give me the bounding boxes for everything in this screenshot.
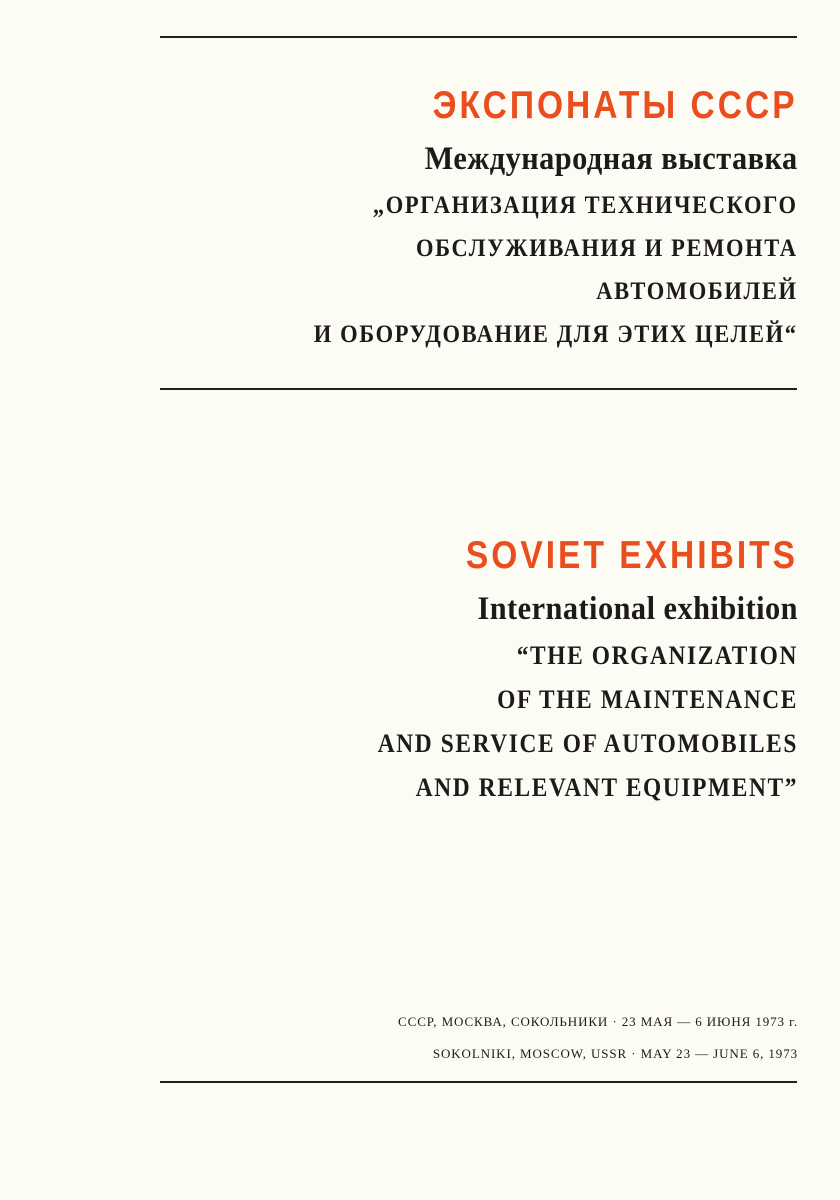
bottom-divider — [160, 1081, 797, 1083]
russian-title-block — [260, 78, 798, 356]
english-title-line: AND SERVICE OF AUTOMOBILES — [377, 729, 798, 758]
russian-subheadline: Международная выставка — [425, 141, 798, 177]
russian-title-line: АВТОМОБИЛЕЙ — [596, 278, 798, 305]
english-place-and-dates: SOKOLNIKI, MOSCOW, USSR · MAY 23 — JUNE 6, 1973 — [432, 1046, 798, 1061]
russian-place-and-dates: СССР, МОСКВА, СОКОЛЬНИКИ · 23 МАЯ — 6 ИЮНЯ 1973 г. — [398, 1014, 798, 1029]
russian-title-line: И ОБОРУДОВАНИЕ ДЛЯ ЭТИХ ЦЕЛЕЙ“ — [314, 321, 798, 348]
russian-headline: ЭКСПОНАТЫ СССР — [433, 84, 798, 127]
english-title-line: “THE ORGANIZATION — [516, 641, 798, 670]
middle-divider — [160, 388, 797, 390]
english-headline: SOVIET EXHIBITS — [465, 534, 798, 577]
top-divider — [160, 36, 797, 38]
russian-title-line: ОБСЛУЖИВАНИЯ И РЕМОНТА — [416, 235, 798, 262]
english-title-line: AND RELEVANT EQUIPMENT” — [415, 773, 798, 802]
english-title-line: OF THE MAINTENANCE — [497, 685, 798, 714]
russian-title-line: „ОРГАНИЗАЦИЯ ТЕХНИЧЕСКОГО — [373, 192, 798, 219]
english-title-block — [331, 528, 798, 810]
english-subheadline: International exhibition — [477, 591, 798, 627]
